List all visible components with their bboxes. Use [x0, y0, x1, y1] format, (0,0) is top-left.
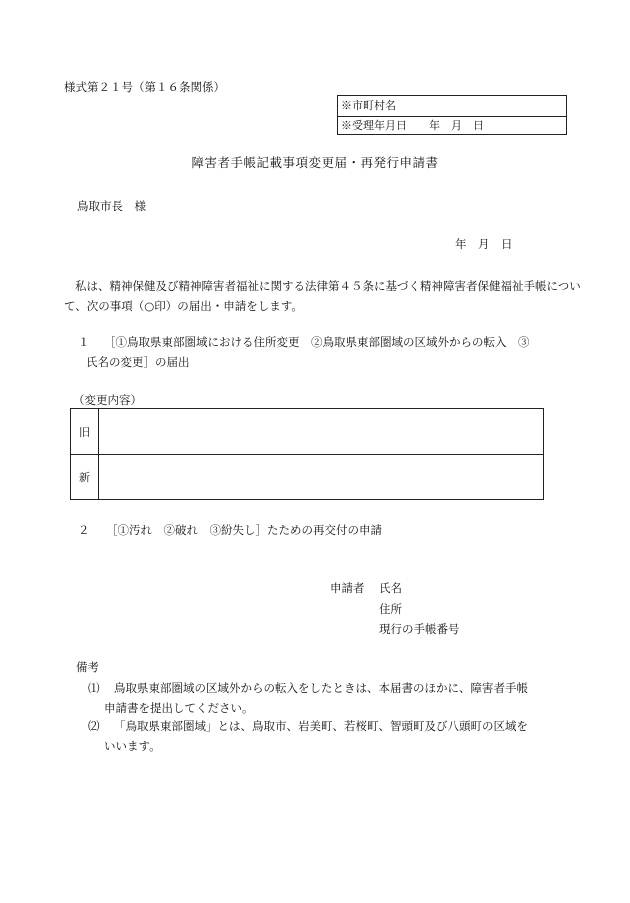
note-1-line1: 鳥取県東部圏域の区域外からの転入をしたときは、本届書のほかに、障害者手帳	[114, 681, 528, 695]
applicant-name-label: 氏名	[379, 581, 402, 595]
item-1-line1: ［①鳥取県東部圏域における住所変更 ②鳥取県東部圏域の区域外からの転入 ③	[104, 335, 530, 349]
old-row	[71, 409, 543, 455]
note-2-line2: いいます。	[104, 739, 161, 753]
note-1-marker: ⑴	[88, 681, 100, 695]
change-content-table	[70, 408, 544, 500]
item-2	[78, 522, 382, 538]
item-1-number: １	[78, 335, 90, 349]
body-text: 私は、精神保健及び精神障害者福祉に関する法律第４５条に基づく精神障害者保健福祉手帳について、次の事項（○印）の届出・申請をします。	[64, 279, 581, 313]
form-number: 様式第２１号（第１６条関係）	[64, 80, 225, 94]
new-label: 新	[71, 454, 99, 499]
item-1-line2: 氏名の変更］の届出	[86, 355, 190, 369]
change-content-label: （変更内容）	[73, 393, 142, 407]
addressee: 鳥取市長 様	[77, 199, 146, 213]
item-2-number: ２	[78, 523, 90, 537]
applicant-label: 申請者	[330, 581, 365, 595]
office-use-box	[337, 95, 567, 135]
note-2-line1: 「鳥取県東部圏域」とは、鳥取市、岩美町、若桜町、智頭町及び八頭町の区域を	[114, 719, 528, 733]
note-2-marker: ⑵	[88, 719, 100, 733]
applicant-address-label: 住所	[379, 602, 402, 616]
applicant-book-number-label: 現行の手帳番号	[379, 622, 460, 636]
notes-title: 備考	[76, 660, 99, 674]
date-line: 年 月 日	[455, 237, 513, 251]
municipality-field: ※市町村名	[338, 96, 566, 117]
document-title: 障害者手帳記載事項変更届・再発行申請書	[191, 155, 439, 170]
old-label: 旧	[71, 409, 99, 454]
item-2-text: ［①汚れ ②破れ ③紛失し］たための再交付の申請	[106, 523, 382, 537]
note-1	[88, 678, 580, 718]
item-1	[78, 332, 578, 372]
note-1-line2: 申請書を提出してください。	[104, 701, 254, 715]
new-row	[71, 454, 543, 499]
receipt-date-field: ※受理年月日 年 月 日	[341, 119, 484, 132]
note-2	[88, 716, 580, 756]
